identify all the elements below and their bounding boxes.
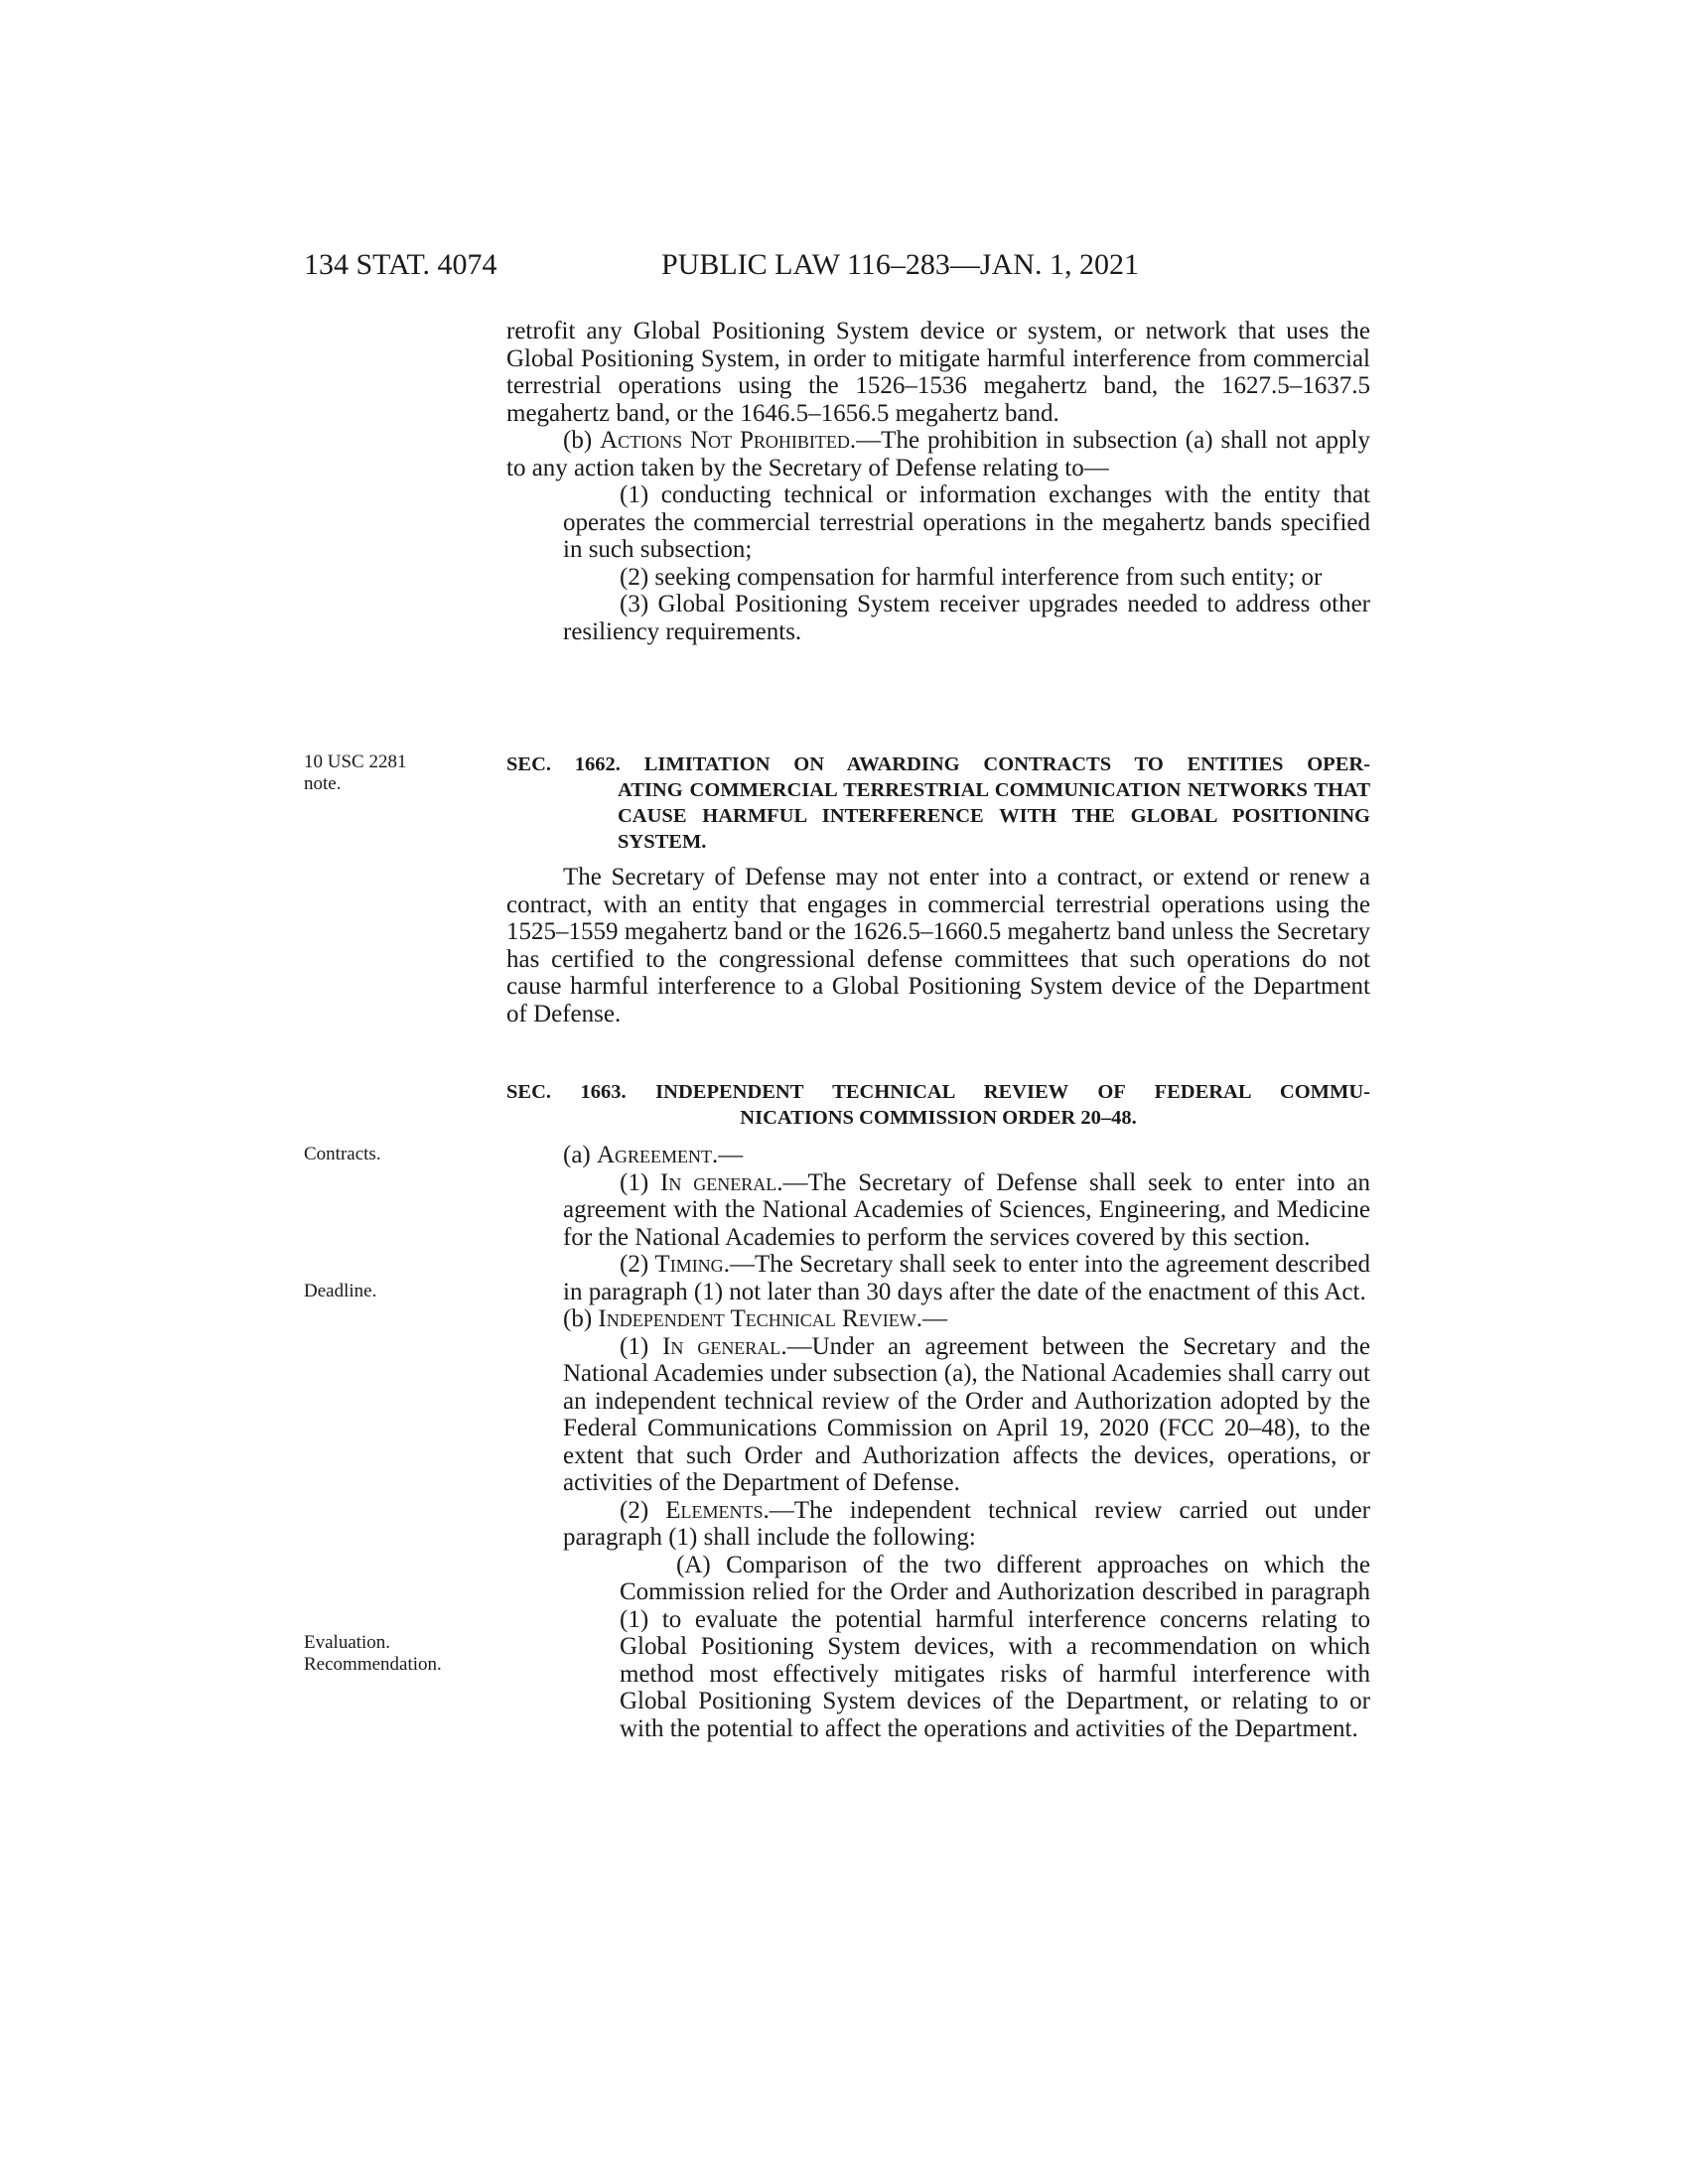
subsection-b-review-heading: Independent Technical Review [598,1305,916,1332]
section-1663-heading-line2: NICATIONS COMMISSION ORDER 20–48. [740,1107,1137,1129]
margin-note-deadline: Deadline. [304,1281,377,1301]
section-1662-body: The Secretary of Defense may not enter into a contract, or extend or renew a contract, with an entity that engages in commercial terrestrial operations using the 1525–1559 megahertz band or the 1626.5–1660.5 megahertz band unless the Secretary has certified to the congressional defense committees that such operations do not cause harmful interference to a Global Positioning System device of the Department of Defense. [506,864,1370,1027]
continuation-block [506,318,1370,645]
b1-heading: In general [662,1332,781,1360]
paragraph-3: (3) Global Positioning System receiver upgrades needed to address other resiliency requirements. [563,591,1370,645]
a2-heading: Timing [654,1251,724,1278]
subsection-b-heading: Actions Not Prohibited [600,427,850,454]
section-1662-heading [506,751,1370,855]
subsection-a-paragraph-2: (2) Timing.—The Secretary shall seek to enter into the agreement described in paragraph (1) not later than 30 days after the date of the enactment of this Act. [563,1251,1370,1305]
statute-page-reference: 134 STAT. 4074 [304,248,497,281]
subparagraph-A: (A) Comparison of the two different approaches on which the Commission relied for the Order and Authorization described in paragraph (1) to evaluate the potential harmful interference concerns relating to Global Positioning System devices, with a recommendation on which method most effectively mitigates risks of harmful interference with Global Positioning System devices of the Department, or relating to or with the potential to affect the operations and activities of the Department. [620,1551,1370,1742]
page-header [304,248,1211,288]
margin-note-contracts: Contracts. [304,1144,381,1164]
section-1662-heading-rest: ATING COMMERCIAL TERRESTRIAL COMMUNICATION NETWORKS THAT CAUSE HARMFUL INTERFERENCE WITH THE GLOBAL POSITIONING SYSTEM. [618,779,1370,853]
subsection-a-paragraph-1: (1) In general.—The Secretary of Defense shall seek to enter into an agreement with the National Academies of Sciences, Engineering, and Medicine for the National Academies to perform the services covered by this section. [563,1168,1370,1251]
paragraph-1: (1) conducting technical or information exchanges with the entity that operates the commercial terrestrial operations in the megahertz bands specified in such subsection; [563,481,1370,563]
section-1662-body-block [506,864,1370,1027]
public-law-title: PUBLIC LAW 116–283—JAN. 1, 2021 [661,248,1139,281]
subsection-b-paragraph-1: (1) In general.—Under an agreement between the Secretary and the National Academies under subsection (a), the National Academies shall carry out an independent technical review of the Order and Authorization adopted by the Federal Communications Commission on April 19, 2020 (FCC 20–48), to the extent that such Order and Authorization affects the devices, operations, or activities of the Department of Defense. [563,1332,1371,1496]
margin-note-usc: 10 USC 2281 note. [304,751,407,794]
subsection-a-heading-line: (a) Agreement.— [563,1142,744,1168]
section-1663-body [506,1142,1370,1742]
a1-heading: In general [660,1168,777,1196]
subsection-b-heading-line: (b) Independent Technical Review.— [563,1305,947,1332]
b2-heading: Elements [665,1496,764,1524]
continuation-paragraph: retrofit any Global Positioning System device or system, or network that uses the Global Positioning System, in order to mitigate harmful interference from commercial terrestrial operations using the 1526–1536 megahertz band, the 1627.5–1637.5 megahertz band, or the 1646.5–1656.5 megahertz band. [506,318,1370,427]
section-1663-heading [506,1079,1370,1131]
margin-note-evaluation: Evaluation. Recommendation. [304,1632,442,1675]
paragraph-2: (2) seeking compensation for harmful interference from such entity; or [620,563,1323,591]
subsection-b-paragraph-2: (2) Elements.—The independent technical review carried out under paragraph (1) shall include the following: [563,1496,1370,1551]
subsection-b-actions-not-prohibited: (b) Actions Not Prohibited.—The prohibition in subsection (a) shall not apply to any action taken by the Secretary of Defense relating to— [506,427,1371,481]
section-1663-heading-line1: SEC. 1663. INDEPENDENT TECHNICAL REVIEW OF FEDERAL COMMU- [506,1081,1370,1103]
subsection-a-heading: Agreement [597,1142,713,1168]
section-1662-heading-line1: SEC. 1662. LIMITATION ON AWARDING CONTRACTS TO ENTITIES OPER- [506,753,1370,775]
